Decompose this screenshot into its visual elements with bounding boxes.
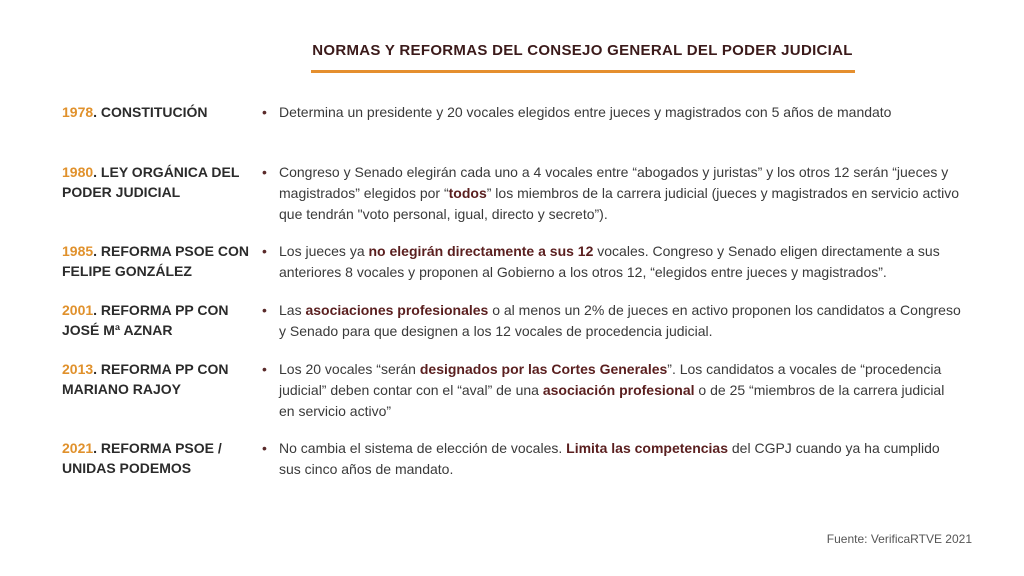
desc-text: Las xyxy=(279,302,306,318)
row-title: . REFORMA PSOE CON FELIPE GONZÁLEZ xyxy=(62,243,249,279)
row-title: . REFORMA PP CON JOSÉ Mª AZNAR xyxy=(62,302,229,338)
page-title: NORMAS Y REFORMAS DEL CONSEJO GENERAL DEL PODER JUDICIAL xyxy=(312,42,853,59)
desc-highlight: asociaciones profesionales xyxy=(305,302,489,318)
desc-highlight: asociación profesional xyxy=(542,382,695,398)
desc-text: ” los miembros de la carrera judicial (jueces y magistrados en servicio activo que tendrán "voto personal, igual, directo y secreto”). xyxy=(279,185,960,222)
row-label xyxy=(62,162,252,202)
row-year: 2001 xyxy=(62,302,94,318)
row-description xyxy=(262,359,962,422)
row-description xyxy=(262,300,962,342)
bullet-icon: • xyxy=(262,302,267,318)
desc-text: del CGPJ cuando ya ha cumplido sus cinco años de mandato. xyxy=(279,440,940,477)
bullet-icon: • xyxy=(262,361,267,377)
row-label xyxy=(62,438,252,478)
desc-highlight: Limita las competencias xyxy=(566,440,728,456)
desc-text: o de 25 “miembros de la carrera judicial en servicio activo” xyxy=(279,382,945,419)
desc-text: Los jueces ya xyxy=(279,243,369,259)
row-title: . LEY ORGÁNICA DEL PODER JUDICIAL xyxy=(62,164,240,200)
row-label xyxy=(62,241,252,281)
row-description xyxy=(262,162,962,225)
title-underline xyxy=(311,70,855,73)
desc-text: Los 20 vocales “serán xyxy=(279,361,420,377)
row-label xyxy=(62,359,252,399)
source-credit: Fuente: VerificaRTVE 2021 xyxy=(826,532,972,546)
row-label xyxy=(62,300,252,340)
row-title: . CONSTITUCIÓN xyxy=(93,104,208,120)
row-year: 2021 xyxy=(62,440,94,456)
row-title: . REFORMA PP CON MARIANO RAJOY xyxy=(62,361,229,397)
bullet-icon: • xyxy=(262,164,267,180)
row-description xyxy=(262,241,962,283)
desc-text: o al menos un 2% de jueces en activo proponen los candidatos a Congreso y Senado para que designen a los 12 vocales de procedencia judicial. xyxy=(279,302,961,339)
desc-text: Determina un presidente y 20 vocales elegidos entre jueces y magistrados con 5 años de mandato xyxy=(279,104,892,120)
row-description xyxy=(262,438,962,480)
desc-highlight: todos xyxy=(448,185,487,201)
row-year: 2013 xyxy=(62,361,94,377)
row-label xyxy=(62,102,252,122)
desc-highlight: no elegirán directamente a sus 12 xyxy=(368,243,594,259)
desc-text: vocales. Congreso y Senado eligen directamente a sus anteriores 8 vocales y proponen al Gobierno a los otros 12, “elegidos entre jueces y magistrados”. xyxy=(279,243,940,280)
row-year: 1978 xyxy=(62,104,94,120)
desc-text: No cambia el sistema de elección de vocales. xyxy=(279,440,567,456)
desc-highlight: designados por las Cortes Generales xyxy=(419,361,668,377)
bullet-icon: • xyxy=(262,440,267,456)
bullet-icon: • xyxy=(262,104,267,120)
bullet-icon: • xyxy=(262,243,267,259)
row-description xyxy=(262,102,962,123)
row-year: 1985 xyxy=(62,243,94,259)
row-title: . REFORMA PSOE / UNIDAS PODEMOS xyxy=(62,440,222,476)
row-year: 1980 xyxy=(62,164,94,180)
desc-text: Congreso y Senado elegirán cada uno a 4 vocales entre “abogados y juristas” y los otros 12 serán “jueces y magistrados” elegidos por “ xyxy=(279,164,949,201)
desc-text: ”. Los candidatos a vocales de “procedencia judicial” deben contar con el “aval” de una xyxy=(279,361,942,398)
